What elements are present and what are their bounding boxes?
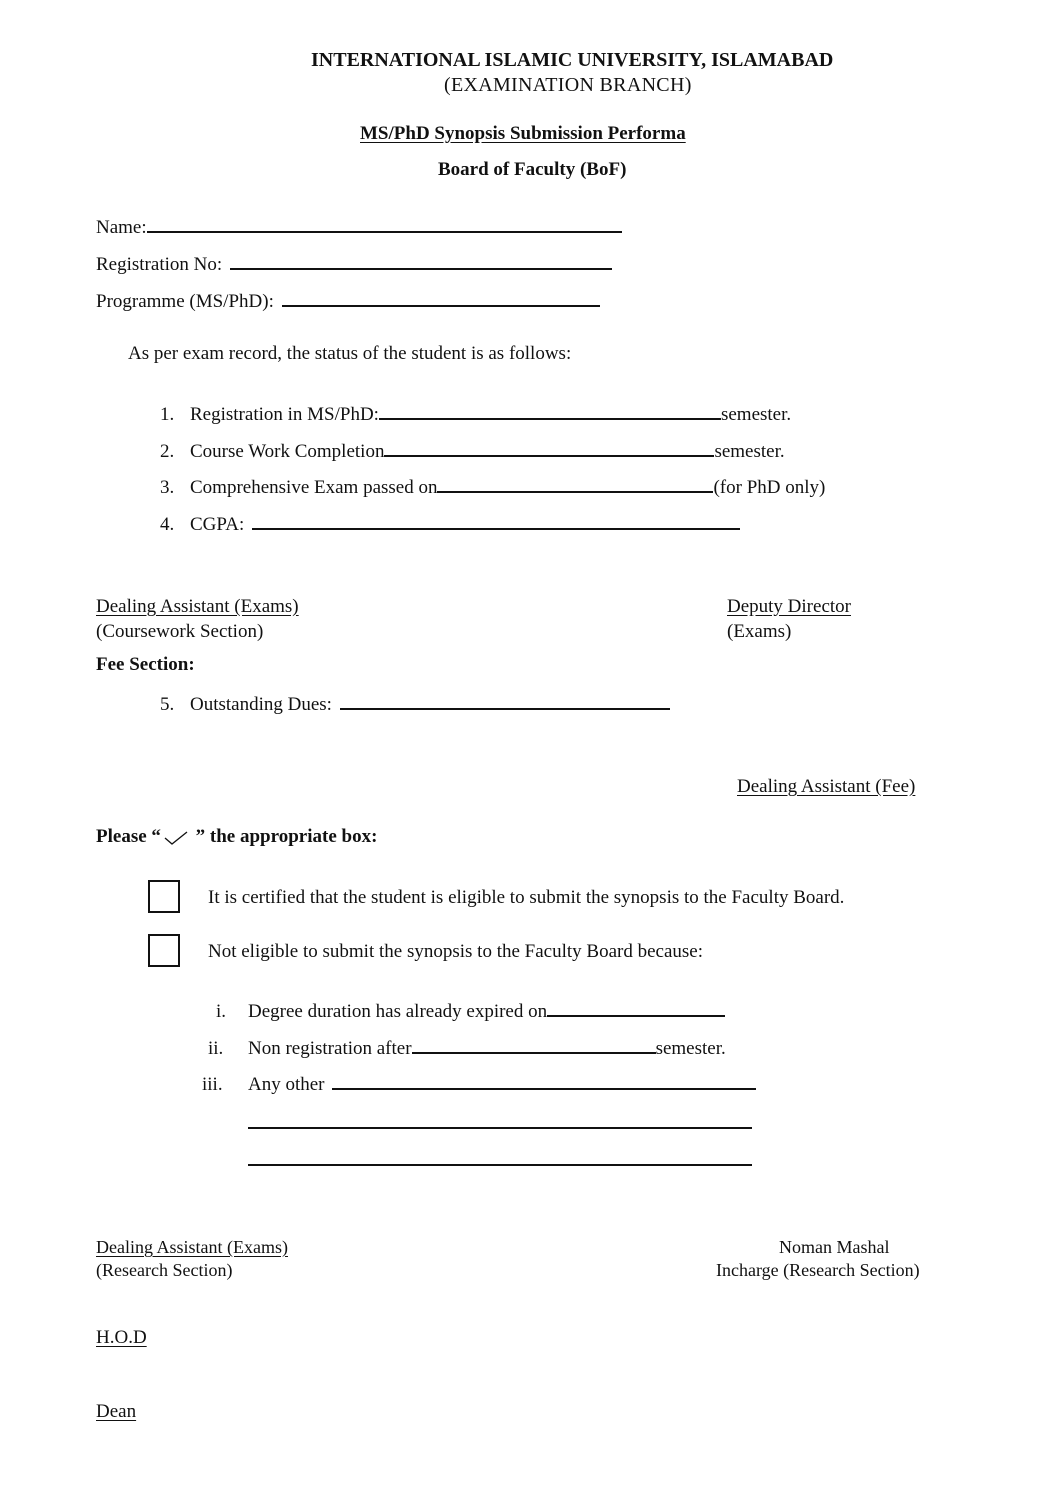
programme-label: Programme (MS/PhD):	[96, 291, 274, 312]
form-subtitle: Board of Faculty (BoF)	[438, 159, 627, 180]
checkmark-icon	[161, 829, 191, 847]
form-title: MS/PhD Synopsis Submission Performa	[360, 123, 686, 144]
item-label: Registration in MS/PhD:	[190, 404, 379, 425]
deputy-director-title: Deputy Director	[727, 596, 851, 617]
not-eligible-checkbox[interactable]	[148, 934, 180, 967]
item-label: Comprehensive Exam passed on	[190, 477, 438, 498]
hod-signatory: H.O.D	[96, 1327, 147, 1348]
item-blank[interactable]	[379, 400, 721, 420]
not-eligible-statement: Not eligible to submit the synopsis to the Faculty Board because:	[208, 941, 703, 962]
reason-item-1	[216, 997, 725, 1023]
item-suffix: (for PhD only)	[713, 477, 826, 498]
university-name: INTERNATIONAL ISLAMIC UNIVERSITY, ISLAMABAD	[311, 49, 834, 71]
outstanding-dues-field	[160, 690, 670, 716]
dealing-assistant-fee: Dealing Assistant (Fee)	[737, 776, 916, 797]
dean-signatory: Dean	[96, 1401, 137, 1422]
reason-blank[interactable]	[332, 1070, 756, 1090]
dealing-assistant-exams-coursework: Dealing Assistant (Exams)	[96, 596, 299, 617]
item-blank[interactable]	[252, 510, 740, 530]
dealing-assistant-exams-research: Dealing Assistant (Exams)	[96, 1237, 288, 1257]
tick-instruction-before: Please “	[96, 826, 161, 847]
intro-text: As per exam record, the status of the student is as follows:	[128, 343, 572, 364]
eligible-statement: It is certified that the student is eligible to submit the synopsis to the Faculty Board.	[208, 887, 845, 908]
tick-instruction	[96, 826, 377, 848]
reason-suffix: semester.	[655, 1038, 726, 1059]
programme-field	[96, 287, 600, 313]
additional-reason-line[interactable]	[248, 1127, 752, 1129]
registration-field	[96, 250, 612, 276]
reason-number: ii.	[208, 1038, 224, 1059]
item-suffix: semester.	[714, 441, 785, 462]
fee-section-heading: Fee Section:	[96, 654, 195, 675]
item-number: 1.	[160, 404, 175, 425]
name-blank[interactable]	[147, 213, 622, 233]
reason-label: Degree duration has already expired on	[248, 1001, 548, 1022]
status-item-4	[160, 510, 740, 536]
status-item-2	[160, 437, 785, 463]
coursework-section-label: (Coursework Section)	[96, 621, 264, 642]
reason-blank[interactable]	[547, 997, 725, 1017]
reason-number: iii.	[202, 1074, 223, 1095]
outstanding-dues-label: Outstanding Dues:	[190, 694, 332, 715]
programme-blank[interactable]	[282, 287, 600, 307]
status-item-3	[160, 473, 825, 499]
incharge-name: Noman Mashal	[779, 1237, 890, 1257]
deputy-director-sub: (Exams)	[727, 621, 792, 642]
additional-reason-line[interactable]	[248, 1164, 752, 1166]
item-label: CGPA:	[190, 514, 245, 535]
item-blank[interactable]	[437, 473, 713, 493]
status-item-1	[160, 400, 791, 426]
reason-blank[interactable]	[412, 1034, 656, 1054]
research-section-label: (Research Section)	[96, 1260, 233, 1280]
reason-label: Any other	[248, 1074, 325, 1095]
reason-item-3	[202, 1070, 756, 1096]
item-number: 3.	[160, 477, 175, 498]
outstanding-dues-blank[interactable]	[340, 690, 670, 710]
name-field	[96, 213, 622, 239]
registration-blank[interactable]	[230, 250, 612, 270]
reason-number: i.	[216, 1001, 227, 1022]
name-label: Name:	[96, 217, 147, 238]
registration-label: Registration No:	[96, 254, 223, 275]
branch-name: (EXAMINATION BRANCH)	[444, 74, 692, 96]
tick-instruction-after: ” the appropriate box:	[190, 826, 378, 847]
reason-label: Non registration after	[248, 1038, 412, 1059]
item-number: 4.	[160, 514, 175, 535]
item-number: 5.	[160, 694, 175, 715]
item-number: 2.	[160, 441, 175, 462]
reason-item-2	[208, 1034, 726, 1060]
eligible-checkbox[interactable]	[148, 880, 180, 913]
item-blank[interactable]	[384, 437, 714, 457]
item-label: Course Work Completion	[190, 441, 385, 462]
item-suffix: semester.	[720, 404, 792, 425]
incharge-title: Incharge (Research Section)	[716, 1260, 920, 1280]
